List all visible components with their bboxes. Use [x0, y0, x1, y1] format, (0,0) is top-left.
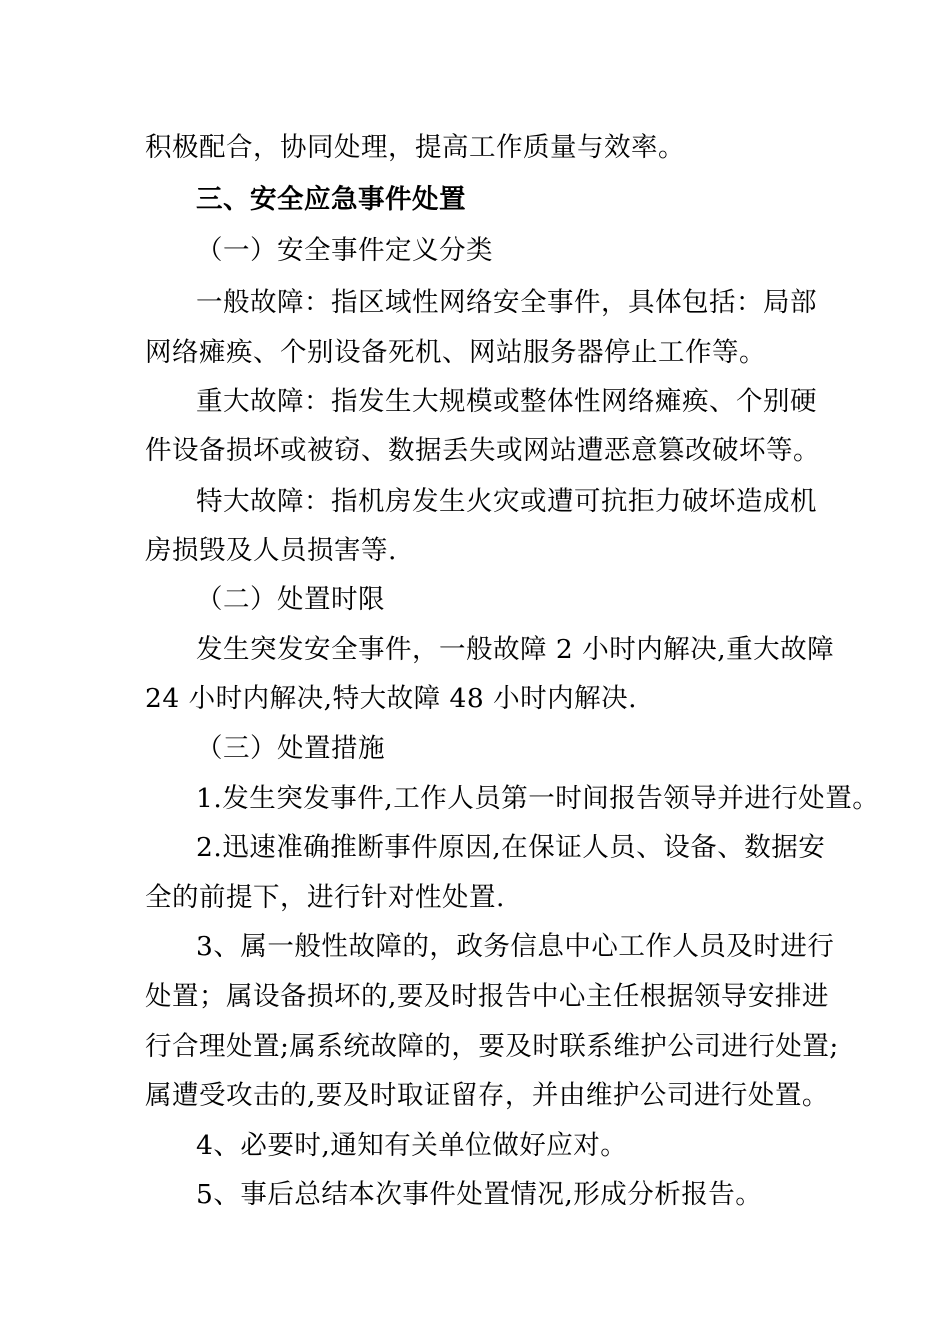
body-text-line: 24 小时内解决,特大故障 48 小时内解决.: [145, 683, 638, 714]
subsection-heading: （二）处置时限: [196, 584, 385, 615]
body-text-line: 积极配合，协同处理，提高工作质量与效率。: [145, 132, 685, 163]
subsection-heading: （一）安全事件定义分类: [196, 235, 493, 266]
body-text-line: 全的前提下，进行针对性处置.: [145, 882, 505, 913]
body-text-line: 重大故障：指发生大规模或整体性网络瘫痪、个别硬: [196, 386, 817, 417]
body-text-line: 4、必要时,通知有关单位做好应对。: [196, 1130, 628, 1161]
body-text-line: 发生突发安全事件，一般故障 2 小时内解决,重大故障: [196, 634, 835, 665]
body-text-line: 行合理处置;属系统故障的，要及时联系维护公司进行处置;: [145, 1031, 839, 1062]
body-text-line: 2.迅速准确推断事件原因,在保证人员、设备、数据安: [196, 832, 826, 863]
body-text-line: 5、事后总结本次事件处置情况,形成分析报告。: [196, 1179, 763, 1210]
body-text-line: 3、属一般性故障的，政务信息中心工作人员及时进行: [196, 931, 835, 962]
body-text-line: 处置；属设备损坏的,要及时报告中心主任根据领导安排进: [145, 981, 829, 1012]
body-text-line: 房损毁及人员损害等.: [145, 535, 397, 566]
body-text-line: 一般故障：指区域性网络安全事件，具体包括：局部: [196, 287, 817, 318]
subsection-heading: （三）处置措施: [196, 733, 385, 764]
section-heading: 三、安全应急事件处置: [196, 184, 466, 215]
body-text-line: 1.发生突发事件,工作人员第一时间报告领导并进行处置。: [196, 783, 880, 814]
body-text-line: 特大故障：指机房发生火灾或遭可抗拒力破坏造成机: [196, 486, 817, 517]
body-text-line: 网络瘫痪、个别设备死机、网站服务器停止工作等。: [145, 337, 766, 368]
body-text-line: 件设备损坏或被窃、数据丢失或网站遭恶意篡改破坏等。: [145, 435, 820, 466]
body-text-line: 属遭受攻击的,要及时取证留存，并由维护公司进行处置。: [145, 1080, 829, 1111]
